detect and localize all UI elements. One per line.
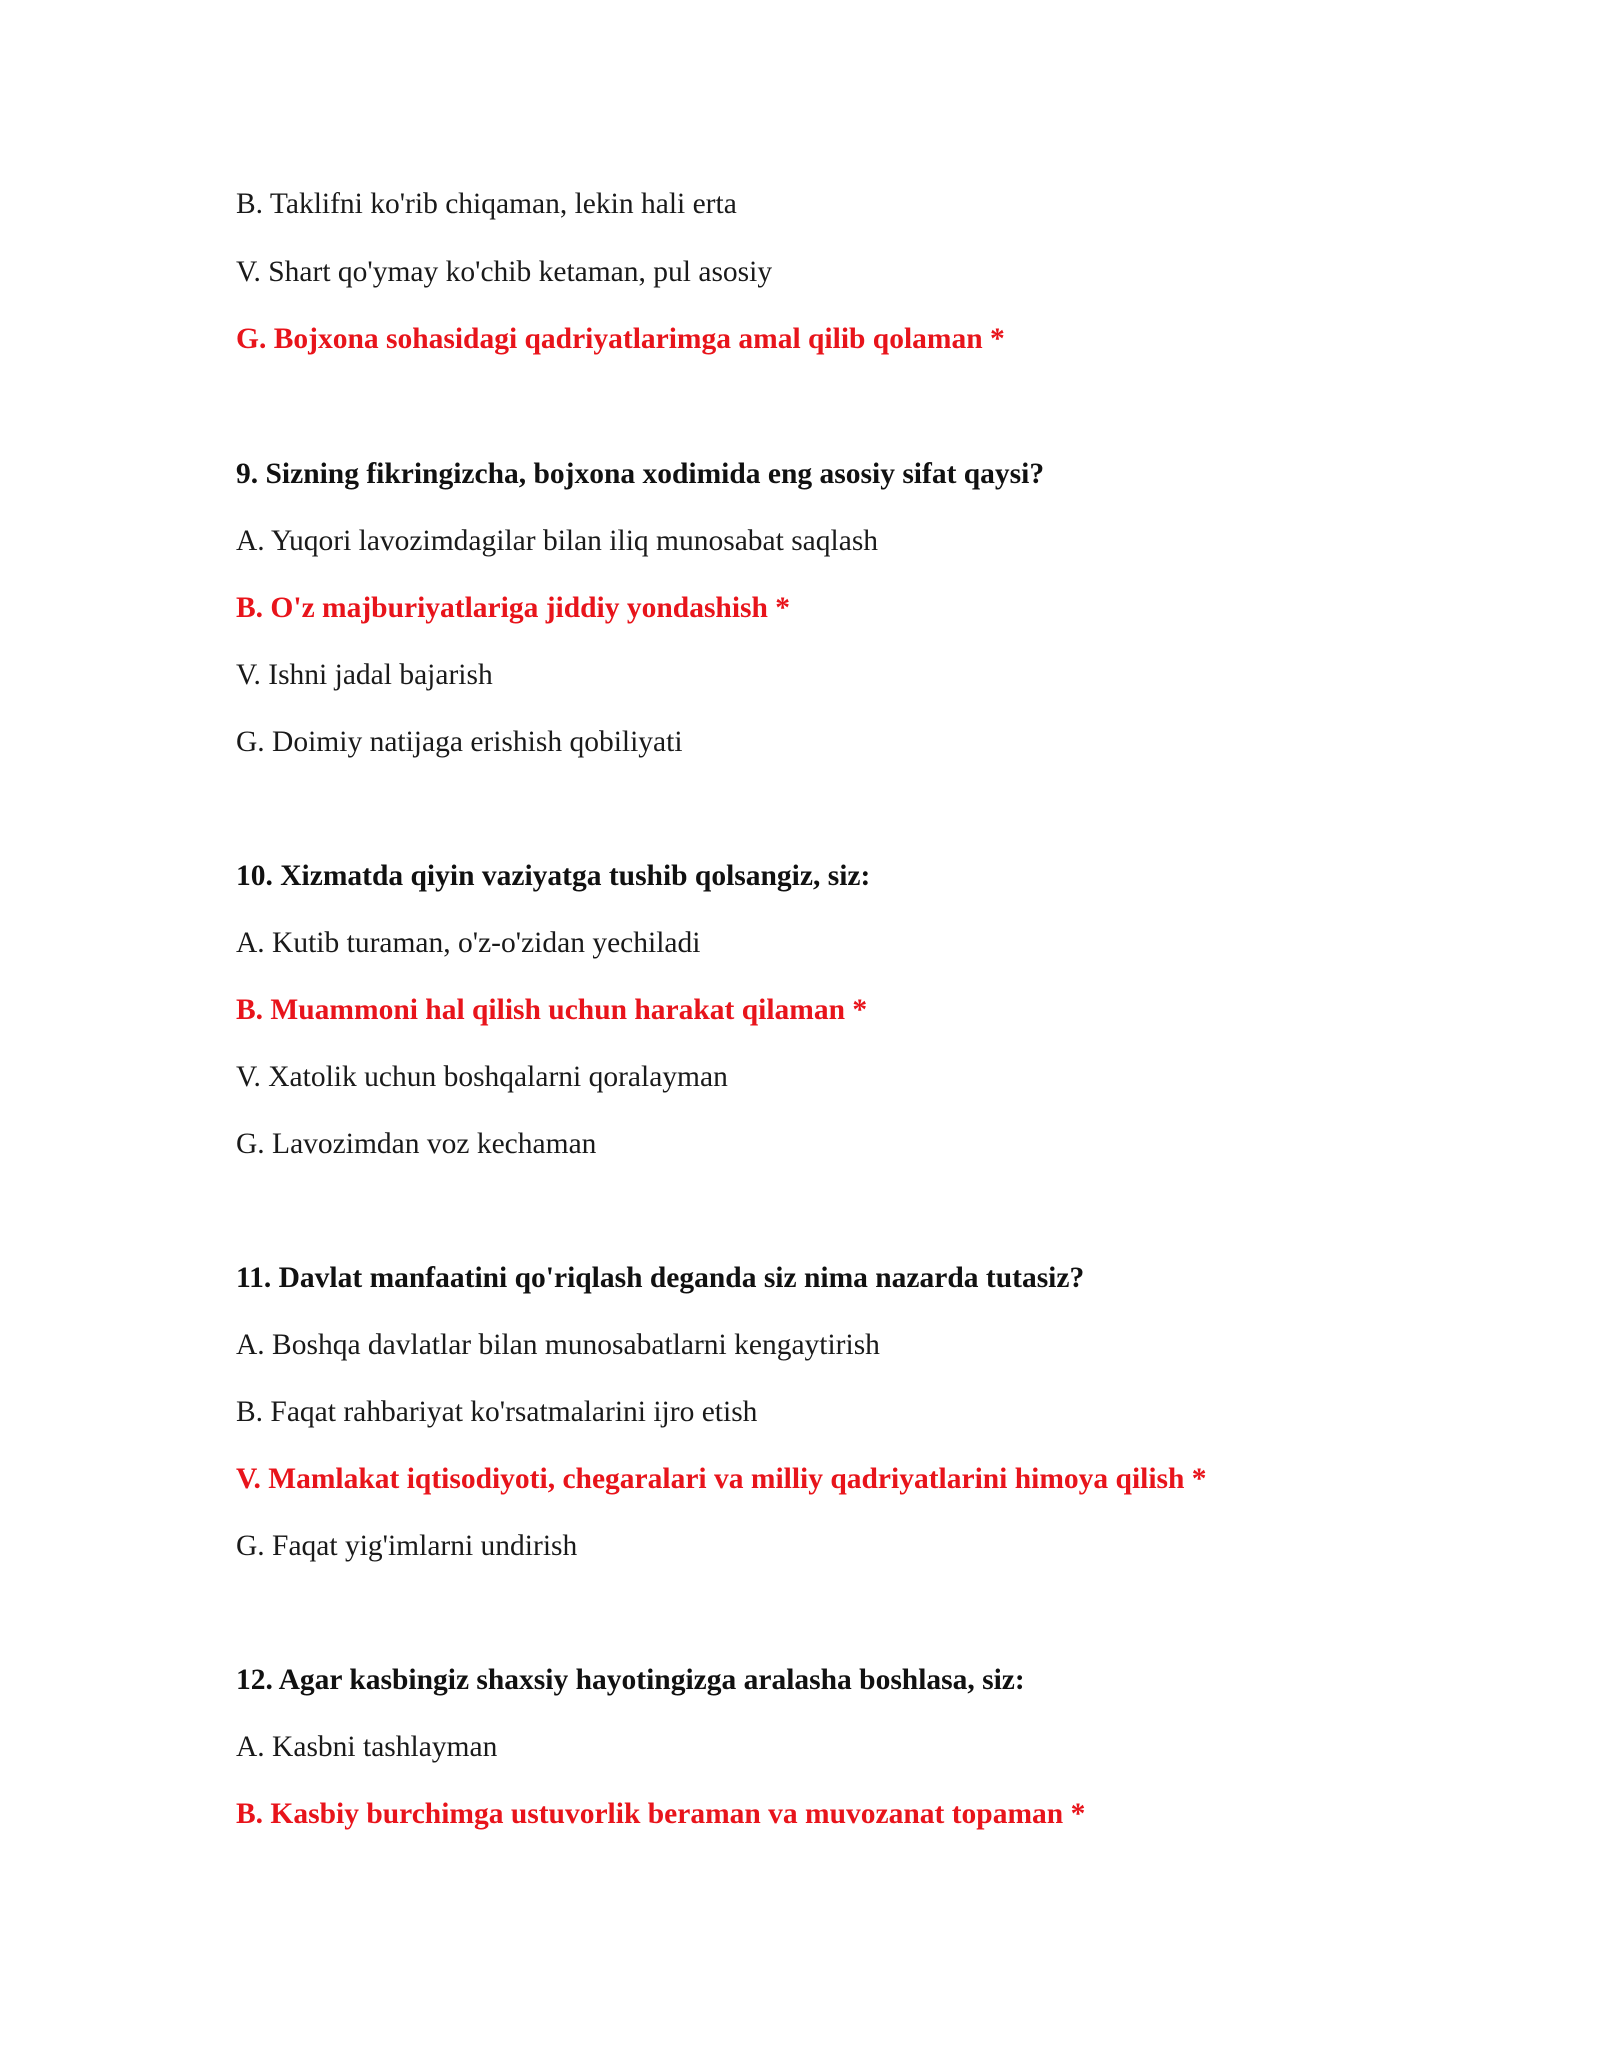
q12-option-b-correct: B. Kasbiy burchimga ustuvorlik beraman va muvozanat topaman * — [236, 1798, 1086, 1830]
q10-option-b-correct: B. Muammoni hal qilish uchun harakat qilaman * — [236, 994, 868, 1026]
q8-option-v: V. Shart qo'ymay ko'chib ketaman, pul asosiy — [236, 256, 773, 288]
question-11-title: 11. Davlat manfaatini qo'riqlash deganda siz nima nazarda tutasiz? — [236, 1262, 1085, 1294]
q10-option-a: A. Kutib turaman, o'z-o'zidan yechiladi — [236, 927, 701, 959]
question-10-title: 10. Xizmatda qiyin vaziyatga tushib qolsangiz, siz: — [236, 860, 871, 892]
q10-option-v: V. Xatolik uchun boshqalarni qoralayman — [236, 1061, 728, 1093]
q10-option-g: G. Lavozimdan voz kechaman — [236, 1128, 597, 1160]
q11-option-v-correct: V. Mamlakat iqtisodiyoti, chegaralari va milliy qadriyatlarini himoya qilish * — [236, 1463, 1207, 1495]
question-9-title: 9. Sizning fikringizcha, bojxona xodimida eng asosiy sifat qaysi? — [236, 458, 1045, 490]
q9-option-g: G. Doimiy natijaga erishish qobiliyati — [236, 726, 683, 758]
q8-option-g-correct: G. Bojxona sohasidagi qadriyatlarimga amal qilib qolaman * — [236, 323, 1005, 355]
q11-option-b: B. Faqat rahbariyat ko'rsatmalarini ijro etish — [236, 1396, 758, 1428]
q9-option-v: V. Ishni jadal bajarish — [236, 659, 493, 691]
q9-option-b-correct: B. O'z majburiyatlariga jiddiy yondashish * — [236, 592, 791, 624]
q11-option-g: G. Faqat yig'imlarni undirish — [236, 1530, 578, 1562]
q8-option-b: B. Taklifni ko'rib chiqaman, lekin hali erta — [236, 188, 737, 220]
q11-option-a: A. Boshqa davlatlar bilan munosabatlarni kengaytirish — [236, 1329, 880, 1361]
q12-option-a: A. Kasbni tashlayman — [236, 1731, 498, 1763]
question-12-title: 12. Agar kasbingiz shaxsiy hayotingizga aralasha boshlasa, siz: — [236, 1664, 1025, 1696]
q9-option-a: A. Yuqori lavozimdagilar bilan iliq munosabat saqlash — [236, 525, 879, 557]
